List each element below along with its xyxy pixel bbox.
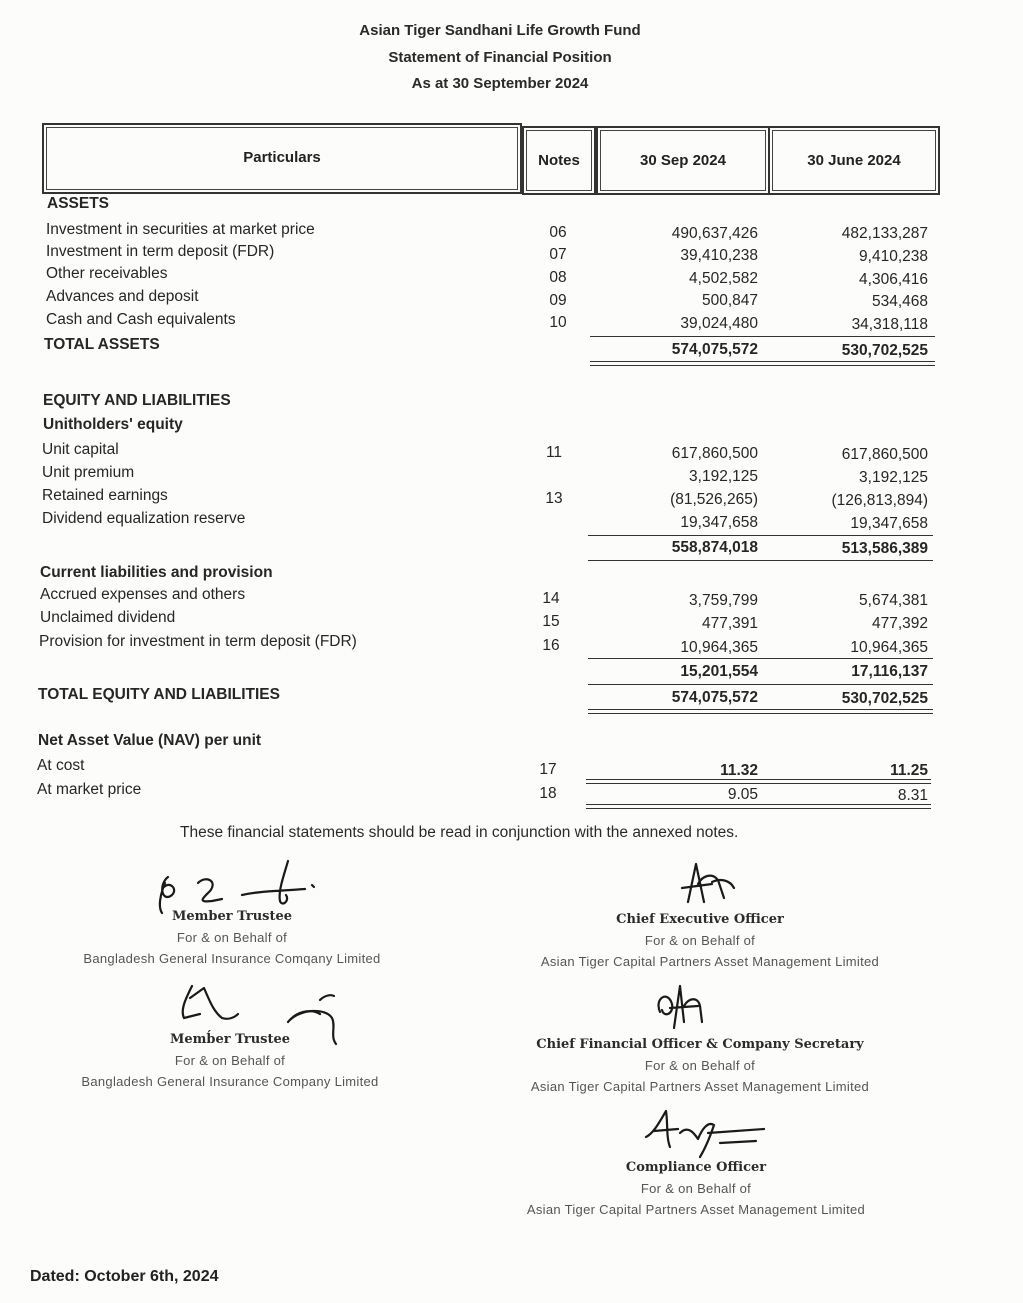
member-trustee-signature bbox=[150, 855, 320, 915]
subtotal-rule bbox=[588, 658, 933, 659]
row-value-jun: 477,392 bbox=[871, 615, 928, 632]
as-at-date: As at 30 September 2024 bbox=[411, 75, 589, 92]
col-sep-header: 30 Sep 2024 bbox=[640, 152, 726, 169]
signatory-organization: Bangladesh General Insurance Company Limited bbox=[81, 1074, 379, 1089]
row-note: 15 bbox=[542, 613, 560, 630]
double-rule bbox=[590, 361, 935, 366]
nav-value-jun: 8.31 bbox=[897, 787, 928, 804]
signatory-on-behalf: For & on Behalf of bbox=[176, 930, 288, 945]
double-rule bbox=[586, 779, 931, 784]
row-label: Provision for investment in term deposit (FDR) bbox=[39, 633, 357, 650]
signatory-organization: Bangladesh General Insurance Comqany Limited bbox=[83, 951, 381, 966]
subtotal-rule bbox=[588, 535, 933, 536]
nav-value-sep: 9.05 bbox=[727, 786, 758, 803]
row-label: Unit capital bbox=[42, 441, 119, 458]
row-value-sep: 39,024,480 bbox=[680, 315, 758, 332]
row-value-sep: 4,502,582 bbox=[689, 270, 758, 287]
row-label: Retained earnings bbox=[42, 487, 168, 504]
double-rule bbox=[588, 709, 933, 714]
unitholders-equity-heading: Unitholders' equity bbox=[43, 416, 183, 433]
row-label: At cost bbox=[37, 757, 85, 774]
row-note: 07 bbox=[549, 246, 567, 263]
row-note: 09 bbox=[549, 292, 567, 309]
row-value-jun: 4,306,416 bbox=[859, 271, 928, 288]
notes-header-box bbox=[522, 126, 596, 195]
signatory-title: Member Trustee bbox=[171, 909, 293, 924]
row-value-jun: 10,964,365 bbox=[850, 639, 928, 656]
row-note: 14 bbox=[542, 590, 560, 607]
row-value-sep: 19,347,658 bbox=[680, 514, 758, 531]
row-note: 16 bbox=[542, 637, 560, 654]
total-equity-liabilities-label: TOTAL EQUITY AND LIABILITIES bbox=[38, 686, 280, 703]
row-value-jun: 5,674,381 bbox=[859, 592, 928, 609]
signatory-on-behalf: For & on Behalf of bbox=[174, 1053, 286, 1068]
total-assets-label: TOTAL ASSETS bbox=[44, 336, 160, 353]
liabilities-heading: Current liabilities and provision bbox=[40, 564, 273, 581]
signatory-title: Chief Financial Officer & Company Secretary bbox=[536, 1037, 864, 1052]
col-jun-header: 30 June 2024 bbox=[807, 152, 901, 169]
double-rule bbox=[586, 804, 931, 809]
row-label: Unit premium bbox=[42, 464, 135, 481]
row-value-sep: (81,526,265) bbox=[670, 491, 758, 508]
signatory-title: Compliance Officer bbox=[625, 1160, 767, 1175]
col-jun-header-box bbox=[768, 126, 940, 195]
footnote: These financial statements should be read in conjunction with the annexed notes. bbox=[180, 824, 739, 841]
row-note: 11 bbox=[545, 444, 563, 461]
signatory-organization: Asian Tiger Capital Partners Asset Management Limited bbox=[530, 1079, 870, 1094]
row-value-sep: 3,759,799 bbox=[689, 592, 758, 609]
row-value-jun: 19,347,658 bbox=[850, 515, 928, 532]
row-value-sep: 10,964,365 bbox=[680, 639, 758, 656]
equity-subtotal-sep: 558,874,018 bbox=[671, 539, 758, 556]
signatory-title: Memb́er Trustee bbox=[169, 1032, 291, 1047]
compliance-officer-signature bbox=[636, 1103, 776, 1163]
total-equity-liabilities-sep: 574,075,572 bbox=[671, 689, 758, 706]
subtotal-rule bbox=[590, 336, 935, 337]
liabilities-subtotal-sep: 15,201,554 bbox=[680, 663, 758, 680]
ceo-signature bbox=[668, 858, 748, 908]
signatory-on-behalf: For & on Behalf of bbox=[644, 1058, 756, 1073]
nav-heading: Net Asset Value (NAV) per unit bbox=[38, 732, 262, 749]
equity-subtotal-jun: 513,586,389 bbox=[841, 540, 928, 557]
row-value-sep: 500,847 bbox=[701, 292, 758, 309]
subtotal-rule bbox=[588, 684, 933, 685]
statement-title: Statement of Financial Position bbox=[388, 49, 612, 66]
cfo-signature bbox=[648, 982, 728, 1032]
total-assets-jun: 530,702,525 bbox=[841, 342, 928, 359]
signatory-organization: Asian Tiger Capital Partners Asset Management Limited bbox=[526, 1202, 866, 1217]
equity-heading: EQUITY AND LIABILITIES bbox=[43, 392, 231, 409]
row-label: Unclaimed dividend bbox=[40, 609, 176, 626]
row-value-sep: 3,192,125 bbox=[689, 468, 758, 485]
row-value-jun: 534,468 bbox=[871, 293, 928, 310]
nav-value-sep: 11.32 bbox=[720, 762, 758, 779]
row-value-jun: 34,318,118 bbox=[851, 316, 928, 333]
dated-line: Dated: October 6th, 2024 bbox=[30, 1268, 219, 1285]
row-value-jun: (126,813,894) bbox=[831, 492, 928, 509]
subtotal-rule bbox=[588, 560, 933, 561]
row-value-sep: 39,410,238 bbox=[680, 247, 758, 264]
row-label: Dividend equalization reserve bbox=[42, 510, 246, 527]
row-note: 13 bbox=[545, 490, 563, 507]
liabilities-subtotal-jun: 17,116,137 bbox=[851, 663, 928, 680]
row-note: 18 bbox=[539, 785, 557, 802]
row-label: Accrued expenses and others bbox=[40, 586, 246, 603]
notes-header: Notes bbox=[538, 152, 580, 169]
row-value-sep: 477,391 bbox=[701, 615, 758, 632]
particulars-header: Particulars bbox=[243, 149, 321, 166]
row-note: 06 bbox=[549, 224, 567, 241]
row-label: At market price bbox=[37, 781, 142, 798]
total-assets-sep: 574,075,572 bbox=[671, 341, 758, 358]
row-label: Advances and deposit bbox=[46, 288, 199, 305]
total-equity-liabilities-jun: 530,702,525 bbox=[841, 690, 928, 707]
nav-value-jun: 11.25 bbox=[890, 762, 928, 779]
row-note: 08 bbox=[549, 269, 567, 286]
row-label: Investment in securities at market price bbox=[46, 221, 315, 238]
row-value-jun: 617,860,500 bbox=[841, 446, 928, 463]
row-note: 17 bbox=[539, 761, 557, 778]
row-value-jun: 9,410,238 bbox=[859, 248, 928, 265]
signatory-on-behalf: For & on Behalf of bbox=[640, 1181, 752, 1196]
row-note: 10 bbox=[549, 314, 567, 331]
signatory-title: Chief Executive Officer bbox=[616, 912, 784, 927]
row-label: Cash and Cash equivalents bbox=[46, 311, 236, 328]
row-value-sep: 617,860,500 bbox=[671, 445, 758, 462]
row-value-jun: 3,192,125 bbox=[859, 469, 928, 486]
signatory-on-behalf: For & on Behalf of bbox=[644, 933, 756, 948]
particulars-header-box bbox=[42, 123, 522, 194]
col-sep-header-box bbox=[596, 126, 770, 195]
signatory-organization: Asian Tiger Capital Partners Asset Management Limited bbox=[540, 954, 880, 969]
fund-name: Asian Tiger Sandhani Life Growth Fund bbox=[359, 22, 641, 39]
assets-heading: ASSETS bbox=[47, 195, 110, 212]
row-label: Investment in term deposit (FDR) bbox=[46, 243, 275, 260]
row-value-sep: 490,637,426 bbox=[671, 225, 758, 242]
row-value-jun: 482,133,287 bbox=[841, 225, 928, 242]
row-label: Other receivables bbox=[46, 265, 168, 282]
